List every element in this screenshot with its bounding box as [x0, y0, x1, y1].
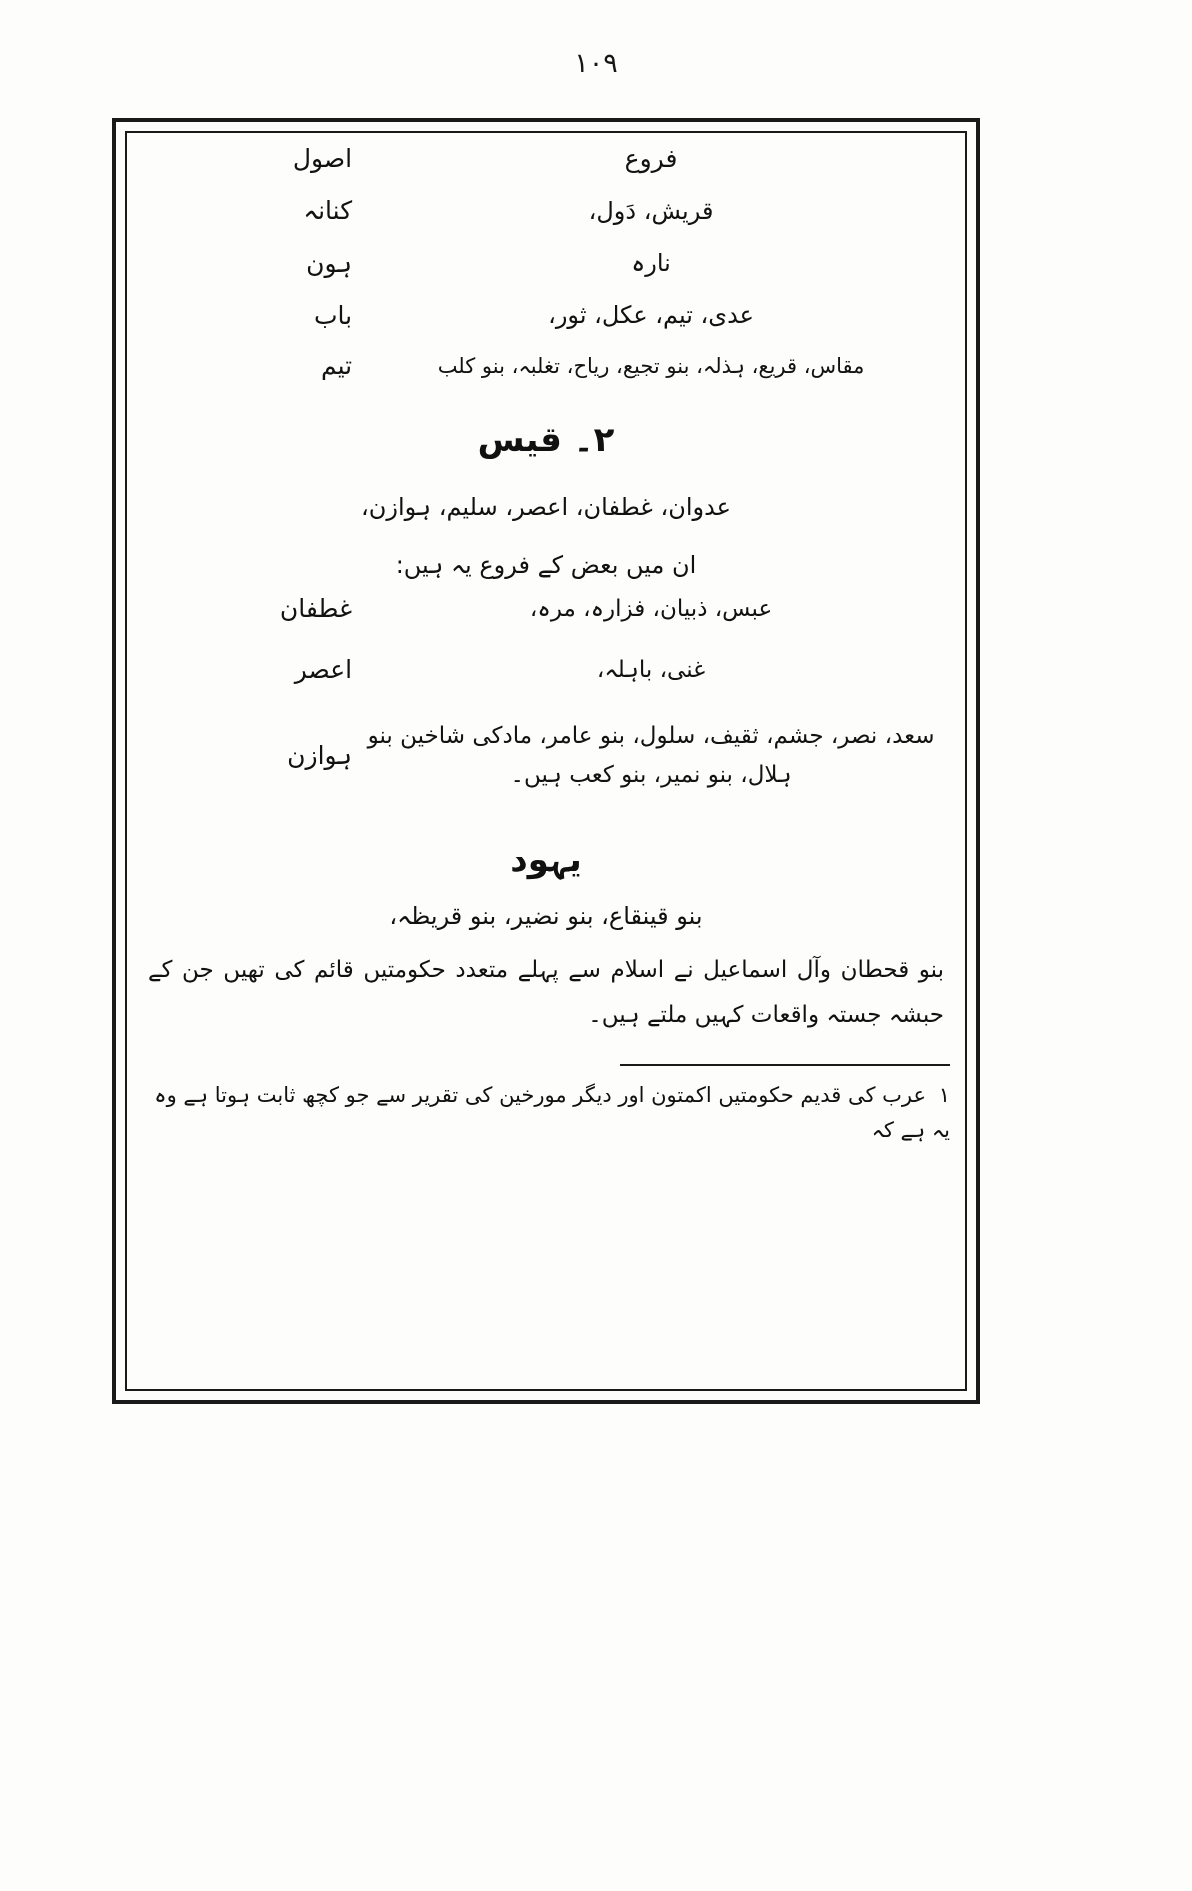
row-root: اعصر [294, 654, 353, 684]
table-row [142, 303, 950, 353]
page-number: ۱۰۹ [574, 48, 618, 79]
row-branches: قریش، دَول، [588, 196, 714, 225]
row-root: غطفان [279, 594, 353, 624]
row-branches: غنی، باہلہ، [596, 656, 706, 683]
row-branches: عدی، تیم، عکل، ثور، [548, 301, 754, 330]
table-row [142, 717, 950, 799]
table-row [142, 657, 950, 717]
row-root: تیم [320, 351, 353, 380]
row-root: ہون [306, 248, 353, 278]
table-row [142, 251, 950, 303]
lineage-table-primary [142, 146, 950, 385]
section-heading-yahud: یہود [510, 839, 582, 880]
yahud-tribe-list: بنو قینقاع، بنو نضیر، بنو قریظہ، [389, 901, 703, 930]
table-row [142, 353, 950, 385]
column-header-branches: فروع [624, 144, 678, 173]
row-root: کنانہ [303, 196, 353, 226]
row-root: باب [313, 300, 353, 330]
footnote-text: عرب کی قدیم حکومتیں اکمتون اور دیگر مورخین کی تقریر سے جو کچھ ثابت ہوتا ہے وہ یہ ہے کہ [154, 1082, 950, 1143]
page-content [142, 146, 950, 1380]
row-branches: سعد، نصر، جشم، ثقیف، سلول، بنو عامر، مادکی شاخین بنو ہلال، بنو نمیر، بنو کعب ہیں۔ [367, 722, 935, 788]
table-row [142, 198, 950, 250]
footnote [142, 1064, 950, 1149]
column-header-root: اصول [292, 144, 353, 173]
row-branches: مقاس، قریع، ہذلہ، بنو تجیع، ریاح، تغلبہ، بنو کلب [437, 354, 865, 379]
section-heading-qais: ۲۔ قیس [477, 420, 615, 461]
row-root: ہوازن [287, 740, 353, 770]
lineage-table-qais [142, 596, 950, 799]
qais-note-line: ان میں بعض کے فروع یہ ہیں: [395, 551, 697, 580]
row-branches: عبس، ذبیان، فزارہ، مرہ، [529, 596, 773, 623]
qais-intro-line: عدوان، غطفان، اعصر، سلیم، ہوازن، [360, 493, 732, 522]
yahud-paragraph: بنو قحطان وآل اسماعیل نے اسلام سے پہلے متعدد حکومتیں قائم کی تھیں جن کے حبشہ جستہ واقعات کہیں ملتے ہیں۔ [148, 956, 944, 1028]
footnote-marker: ۱ [938, 1082, 950, 1107]
row-branches: نارہ [631, 249, 671, 278]
table-row [142, 596, 950, 656]
table-header-row [142, 146, 950, 198]
page-border-outer [112, 118, 980, 1404]
